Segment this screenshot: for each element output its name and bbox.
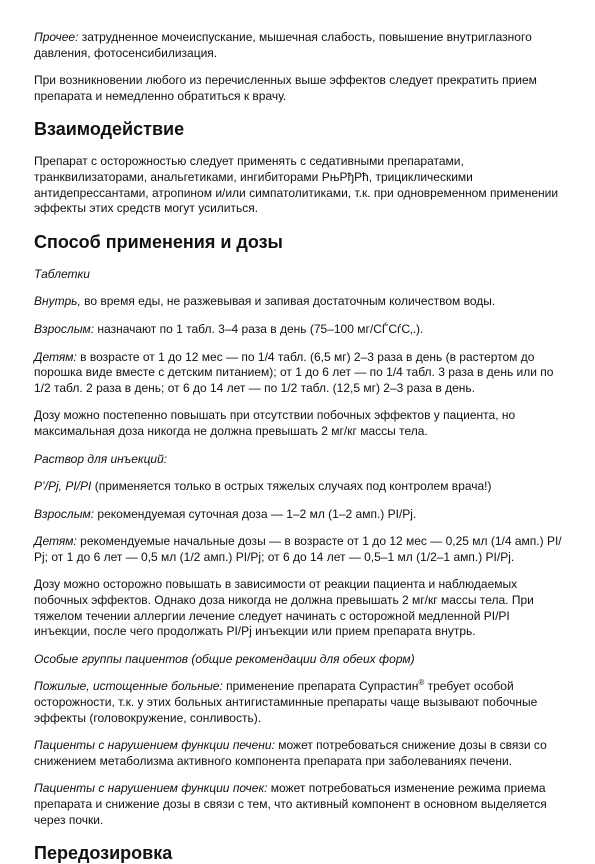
oral-label: Внутрь, xyxy=(34,294,81,309)
increase-tablets-paragraph: Дозу можно постепенно повышать при отсутствии побочных эффектов у пациента, но максимальная доза никогда не должна превышать 2 мг/кг массы тела. xyxy=(34,408,516,438)
elderly-text-after: требует особой осторожности, т.к. у этих больных антигистаминные препараты чаще вызывают побочные эффекты (головокружение, сонливость). xyxy=(34,679,538,725)
registered-mark: ® xyxy=(418,678,425,688)
adults-tablets-paragraph xyxy=(34,322,565,338)
other-text: затрудненное мочеиспускание, мышечная слабость, повышение внутриглазного давления, фотосенсибилизация. xyxy=(34,30,532,60)
increase-injection-paragraph: Дозу можно осторожно повышать в зависимости от реакции пациента и наблюдаемых побочных эффектов. Однако доза никогда не должна превышать 2 мг/кг массы тела. При тяжелом течении аллергии лечение следует начинать с осторожной медленной РІ/РІ инъекции, после чего продолжать РІ/Рј инъекции или прием препарата внутрь. xyxy=(34,577,534,639)
liver-label: Пациенты с нарушением функции печени: xyxy=(34,738,275,753)
route-label: Р’/Рј, РІ/РІ xyxy=(34,479,92,494)
children-injection-label: Детям: xyxy=(34,534,77,549)
overdose-heading: Передозировка xyxy=(34,843,173,864)
side-effects-other-paragraph xyxy=(34,30,565,61)
children-tablets-text: в возрасте от 1 до 12 мес — по 1/4 табл. (6,5 мг) 2–3 раза в день (в растертом до порошка виде вместе с детским питанием); от 1 до 6 лет — по 1/4 табл. 3 раза в день или по 1/2 табл. 2 раза в день; от 6 до 14 лет — по 1/2 табл. (12,5 мг) 2–3 раза в день. xyxy=(34,349,554,395)
liver-paragraph xyxy=(34,738,565,769)
adults-tablets-label: Взрослым: xyxy=(34,321,95,336)
oral-paragraph xyxy=(34,294,565,310)
tablets-label-text: Таблетки xyxy=(34,266,90,281)
interaction-heading: Взаимодействие xyxy=(34,119,185,140)
adults-injection-text: рекомендуемая суточная доза — 1–2 мл (1–2 амп.) РІ/Рј. xyxy=(94,506,417,521)
route-paragraph xyxy=(34,479,565,495)
children-tablets-label: Детям: xyxy=(34,349,77,364)
adults-injection-label: Взрослым: xyxy=(34,506,95,521)
children-injection-text: рекомендуемые начальные дозы — в возрасте от 1 до 12 мес — 0,25 мл (1/4 амп.) РІ/Рј; от 1 до 6 лет — 0,5 мл (1/2 амп.) РІ/Рј; от 6 до 14 лет — 0,5–1 мл (1/2–1 амп.) РІ/Рј. xyxy=(34,534,562,564)
stop-note-paragraph: При возникновении любого из перечисленных выше эффектов следует прекратить прием препарата и немедленно обратиться к врачу. xyxy=(34,73,537,103)
kidney-label: Пациенты с нарушением функции почек: xyxy=(34,781,268,796)
adults-injection-paragraph xyxy=(34,507,565,523)
children-tablets-paragraph xyxy=(34,350,565,397)
route-text: (применяется только в острых тяжелых случаях под контролем врача!) xyxy=(91,479,492,494)
adults-tablets-text: назначают по 1 табл. 3–4 раза в день (75–100 мг/СЃСѓС‚.). xyxy=(94,321,424,336)
liver-text: может потребоваться снижение дозы в связи со снижением метаболизма активного компонента препарата при заболеваниях печени. xyxy=(34,738,547,768)
elderly-text-before: применение препарата Супрастин xyxy=(222,679,419,694)
injection-label xyxy=(34,452,565,468)
children-injection-paragraph xyxy=(34,534,565,565)
kidney-paragraph xyxy=(34,781,565,828)
kidney-text: может потребоваться изменение режима приема препарата и снижение дозы в связи с тем, что активный компонент в основном выделяется через почки. xyxy=(34,781,547,827)
elderly-paragraph xyxy=(34,679,565,726)
special-groups-label-text: Особые группы пациентов (общие рекомендации для обеих форм) xyxy=(34,651,415,666)
injection-label-text: Раствор для инъекций: xyxy=(34,451,168,466)
other-label: Прочее: xyxy=(34,30,79,44)
dosage-heading: Способ применения и дозы xyxy=(34,231,283,252)
elderly-label: Пожилые, истощенные больные: xyxy=(34,679,223,694)
special-groups-label xyxy=(34,652,565,668)
interaction-paragraph: Препарат с осторожностью следует применять с седативными препаратами, транквилизаторами, анальгетиками, ингибиторами РњРђРћ, трициклическими антидепрессантами, атропином и/или симпатолитиками, т.к. при одновременном применении эффекты этих средств могут усилиться. xyxy=(34,154,559,216)
tablets-label xyxy=(34,267,565,283)
oral-text: во время еды, не разжевывая и запивая достаточным количеством воды. xyxy=(80,294,496,309)
